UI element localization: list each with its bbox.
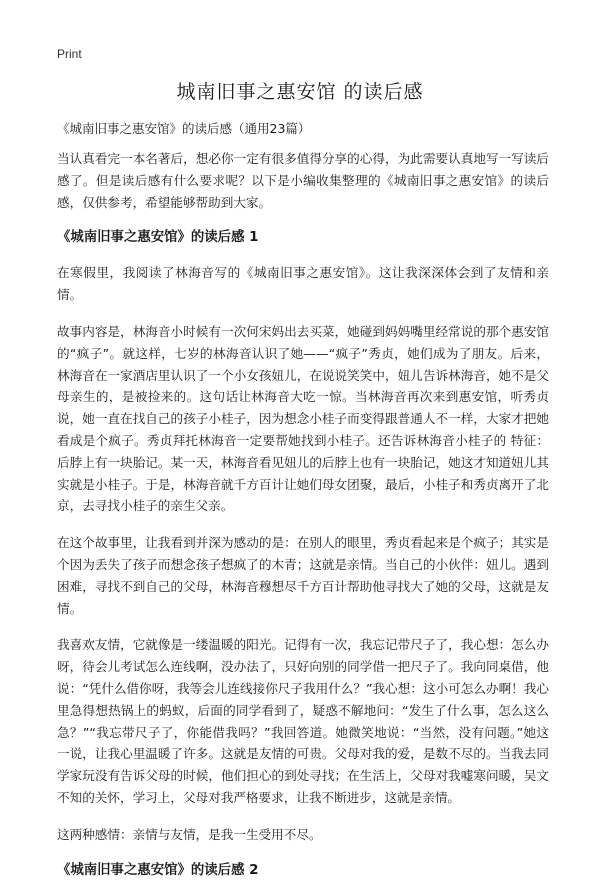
section-1-heading: 《城南旧事之惠安馆》的读后感 1 — [57, 230, 259, 246]
page-title: 城南旧事之惠安馆 的读后感 — [176, 81, 424, 103]
section-2-heading: 《城南旧事之惠安馆》的读后感 2 — [57, 862, 259, 878]
article-body — [57, 148, 549, 895]
section-1-paragraph-5: 这两种感情：亲情与友情，是我一生受用不尽。 — [57, 826, 322, 842]
print-link[interactable]: Print — [57, 47, 82, 61]
page-subtitle: 《城南旧事之惠安馆》的读后感（通用23篇） — [57, 121, 311, 136]
section-1-paragraph-4: 我喜欢友情，它就像是一缕温暖的阳光。记得有一次，我忘记带尺子了，我心想：怎么办呀，待会儿考试怎么连线啊，没办法了，只好向别的同学借一把尺子了。我向同桌借，他说：“凭什么借你呀，我等会儿连线接你尺子我用什么？”我心想：这小可怎么办啊！我心里急得想热锅上的蚂蚁，后面的同学看到了，疑惑不解地问：“发生了什么事，怎么这么急？”“我忘带尺子了，你能借我吗？”我回答道。她微笑地说：“当然，没有问题。”她这一说，让我心里温暖了许多。这就是友情的可贵。父母对我的爱，是数不尽的。当我去同学家玩没有告诉父母的时候，他们担心的到处寻找；在生活上，父母对我嘘寒问暖，吴文不知的关怀，学习上，父母对我严格要求，让我不断进步，这就是亲情。 — [57, 637, 549, 805]
section-1-paragraph-2: 故事内容是，林海音小时候有一次何宋妈出去买菜，她碰到妈妈嘴里经常说的那个惠安馆的“疯子”。就这样，七岁的林海音认识了她——“疯子”秀贞，她们成为了朋友。后来，林海音在一家酒店里认识了一个小女孩妞儿，在说说笑笑中，妞儿告诉林海音，她不是父母亲生的，是被捡来的。这句话让林海音大吃一惊。当林海音再次来到惠安馆，听秀贞说，她一直在找自己的孩子小桂子，因为想念小桂子而变得跟普通人不一样，大家才把她看成是个疯子。秀贞拜托林海音一定要帮她找到小桂子。还告诉林海音小桂子的 特征：后脖上有一块胎记。某一天，林海音看见妞儿的后脖上也有一块胎记，她这才知道妞儿其实就是小桂子。于是，林海音就千方百计让她们母女团聚，最后，小桂子和秀贞离开了北京，去寻找小桂子的亲生父亲。 — [57, 323, 549, 514]
intro-paragraph: 当认真看完一本名著后，想必你一定有很多值得分享的心得，为此需要认真地写一写读后感了。但是读后感有什么要求呢？以下是小编收集整理的《城南旧事之惠安馆》的读后感，仅供参考，希望能够帮助到大家。 — [57, 151, 549, 210]
section-1-paragraph-1: 在寒假里，我阅读了林海音写的《城南旧事之惠安馆》。这让我深深体会到了友情和亲情。 — [57, 265, 549, 303]
section-1-paragraph-3: 在这个故事里，让我看到并深为感动的是：在别人的眼里，秀贞看起来是个疯子；其实是个因为丢失了孩子而想念孩子想疯了的木青；这就是亲情。当自己的小伙伴：妞儿。遇到困难，寻找不到自己的父母，林海音穆想尽千方百计帮助他寻找大了她的父母，这就是友情。 — [57, 535, 549, 616]
